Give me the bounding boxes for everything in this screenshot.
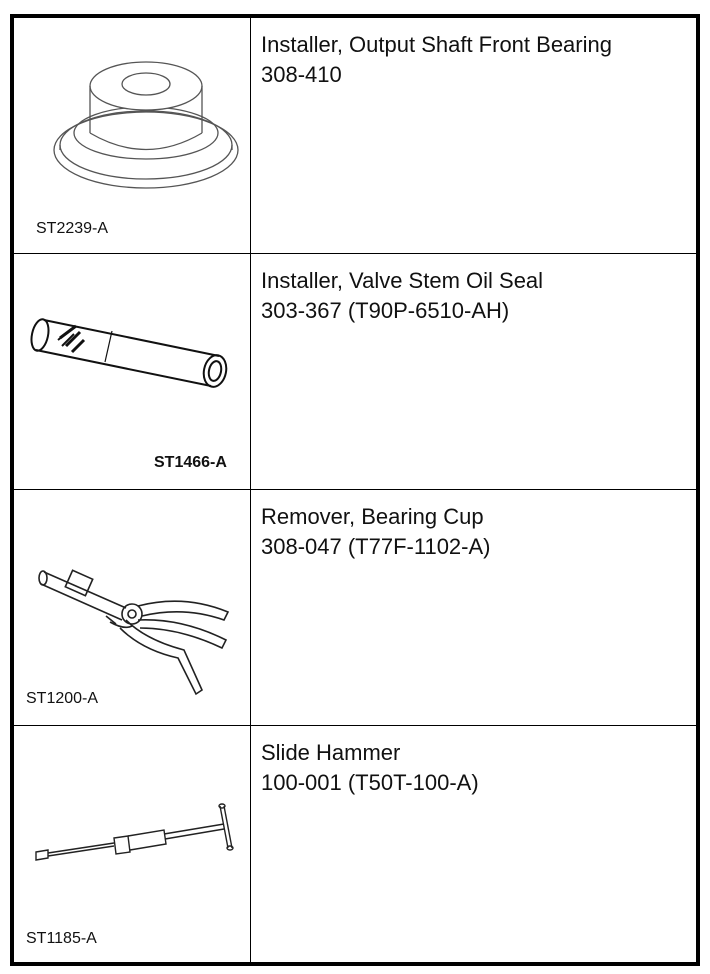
figure-code: ST1466-A <box>154 454 227 471</box>
tool-name: Installer, Output Shaft Front Bearing <box>261 32 612 57</box>
tool-description-cell <box>251 254 696 489</box>
tool-illustration-cell <box>14 490 251 725</box>
tool-description-cell <box>251 490 696 725</box>
tool-illustration-cell <box>14 18 251 253</box>
tool-name: Installer, Valve Stem Oil Seal <box>261 268 544 293</box>
tool-number: 303-367 (T90P-6510-AH) <box>261 298 510 323</box>
tool-row-2 <box>14 254 696 490</box>
tool-description-cell <box>251 18 696 253</box>
tool-row-1 <box>14 18 696 254</box>
tool-number: 100-001 (T50T-100-A) <box>261 770 479 795</box>
tool-illustration-cell <box>14 254 251 489</box>
slide-hammer-drawing <box>14 726 250 962</box>
special-tools-table <box>10 14 700 966</box>
tool-row-4 <box>14 726 696 962</box>
tool-name: Slide Hammer <box>261 740 401 765</box>
figure-code: ST1200-A <box>26 690 99 707</box>
tool-row-3 <box>14 490 696 726</box>
bearing-installer-drawing <box>14 18 250 254</box>
tool-number: 308-410 <box>261 62 342 87</box>
tool-description-cell <box>251 726 696 962</box>
tool-name: Remover, Bearing Cup <box>261 504 484 529</box>
tool-number: 308-047 (T77F-1102-A) <box>261 534 491 559</box>
figure-code: ST2239-A <box>36 220 109 237</box>
tool-illustration-cell <box>14 726 251 962</box>
figure-code: ST1185-A <box>26 930 97 947</box>
